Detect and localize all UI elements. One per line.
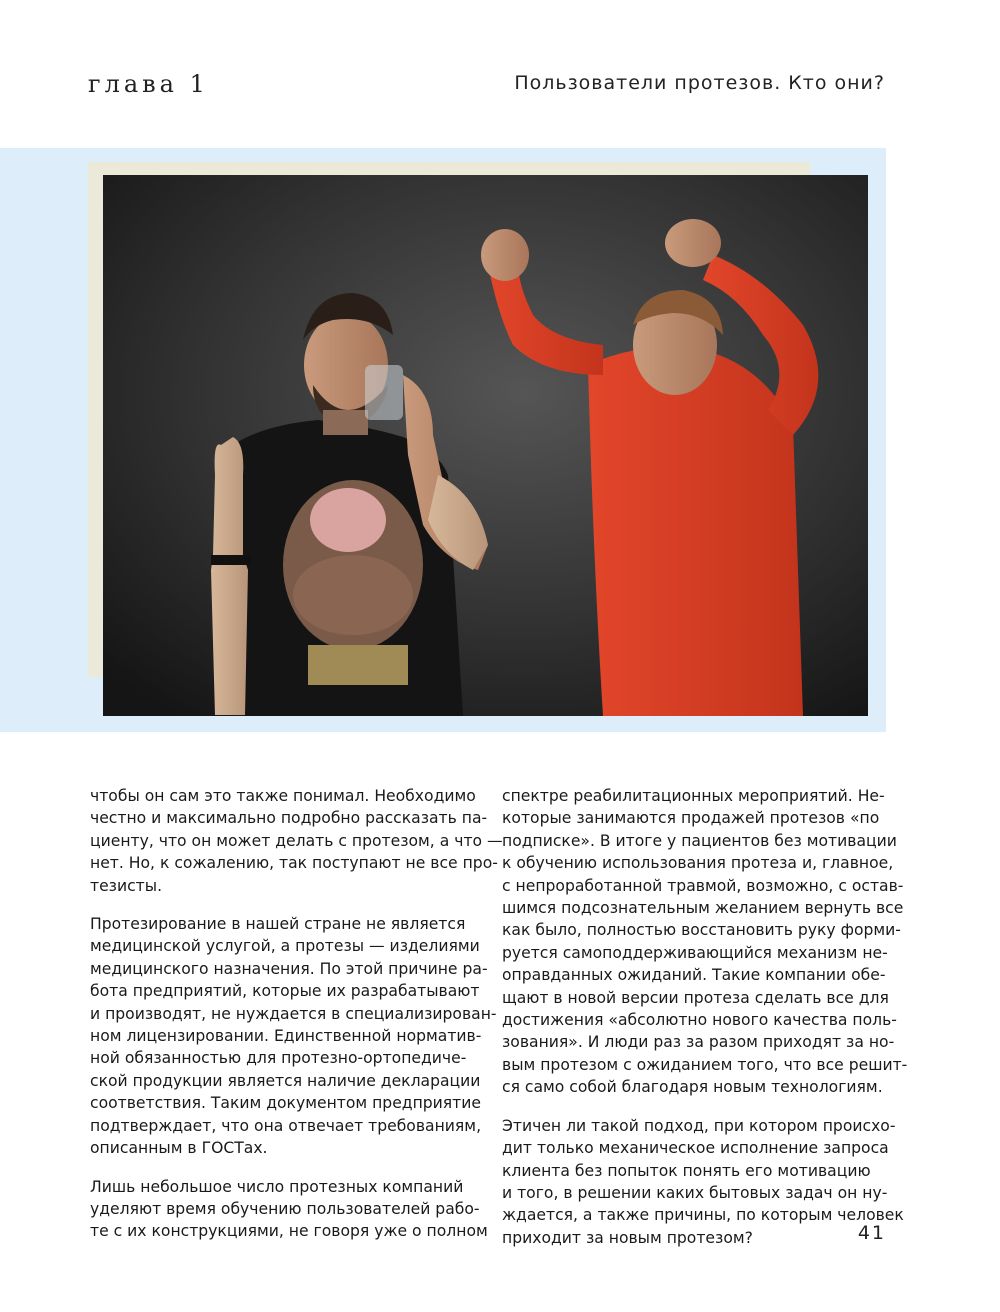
text-line: циенту, что он может делать с протезом, а что — — [90, 831, 503, 850]
text-line: шимся подсознательным желанием вернуть все — [502, 899, 904, 918]
text-line: те с их конструкциями, не говоря уже о полном — [90, 1222, 488, 1241]
paragraph — [502, 785, 908, 1099]
text-line: описанным в ГОСТах. — [90, 1139, 268, 1158]
text-line: дит только механическое исполнение запроса — [502, 1139, 889, 1158]
text-line: ной обязанностью для протезно-ортопедиче- — [90, 1049, 467, 1068]
text-line: бота предприятий, которые их разрабатывают — [90, 982, 480, 1001]
text-line: и того, в решении каких бытовых задач он ну- — [502, 1183, 888, 1202]
text-line: ном лицензировании. Единственной норматив- — [90, 1027, 482, 1046]
paragraph — [90, 785, 503, 897]
page-number: 41 — [857, 1222, 886, 1244]
text-line: спектре реабилитационных мероприятий. Не- — [502, 787, 885, 805]
text-line: подтверждает, что она отвечает требованиям, — [90, 1116, 482, 1135]
paragraph — [90, 913, 497, 1159]
running-title: Пользователи протезов. Кто они? — [514, 72, 885, 94]
text-line: чтобы он сам это также понимал. Необходимо — [90, 787, 476, 805]
paragraph — [502, 1115, 904, 1249]
text-line: медицинской услугой, а протезы — изделиями — [90, 937, 480, 956]
text-line: Протезирование в нашей стране не является — [90, 915, 466, 934]
paragraph — [90, 1176, 488, 1243]
text-line: клиента без попыток понять его мотивацию — [502, 1161, 871, 1180]
text-line: Этичен ли такой подход, при котором происхо- — [502, 1116, 896, 1135]
text-line: щают в новой версии протеза сделать все для — [502, 988, 889, 1007]
text-line: зования». И люди раз за разом приходят за но- — [502, 1033, 895, 1052]
text-column-left — [90, 785, 503, 1259]
text-line: уделяют время обучению пользователей рабо- — [90, 1199, 480, 1218]
text-line: приходит за новым протезом? — [502, 1228, 753, 1247]
text-line: соответствия. Таким документом предприятие — [90, 1094, 481, 1113]
text-line: как было, полностью восстановить руку форми- — [502, 921, 901, 940]
text-line: к обучению использования протеза и, главное, — [502, 854, 894, 873]
text-line: медицинского назначения. По этой причине ра- — [90, 959, 488, 978]
text-line: ждается, а также причины, по которым человек — [502, 1206, 904, 1225]
photo-two-men-illustration — [103, 175, 868, 716]
text-line: ской продукции является наличие декларации — [90, 1071, 481, 1090]
figure-photo — [103, 175, 868, 716]
text-line: подписке». В итоге у пациентов без мотивации — [502, 831, 897, 850]
text-line: с непроработанной травмой, возможно, с остав- — [502, 876, 904, 895]
text-line: руется самоподдерживающийся механизм не- — [502, 943, 888, 962]
text-line: достижения «абсолютно нового качества поль- — [502, 1011, 897, 1030]
text-line: Лишь небольшое число протезных компаний — [90, 1177, 464, 1196]
text-line: нет. Но, к сожалению, так поступают не все про- — [90, 854, 498, 873]
chapter-label: глава 1 — [88, 70, 209, 98]
text-line: тезисты. — [90, 876, 163, 895]
text-line: честно и максимально подробно рассказать па- — [90, 809, 488, 828]
text-line: и производят, не нуждается в специализирован- — [90, 1004, 497, 1023]
text-line: оправданных ожиданий. Такие компании обе- — [502, 966, 886, 985]
text-column-right — [502, 785, 908, 1265]
text-line: которые занимаются продажей протезов «по — [502, 809, 880, 828]
text-line: ся само собой благодаря новым технологиям. — [502, 1078, 883, 1097]
text-line: вым протезом с ожиданием того, что все решит- — [502, 1055, 908, 1074]
